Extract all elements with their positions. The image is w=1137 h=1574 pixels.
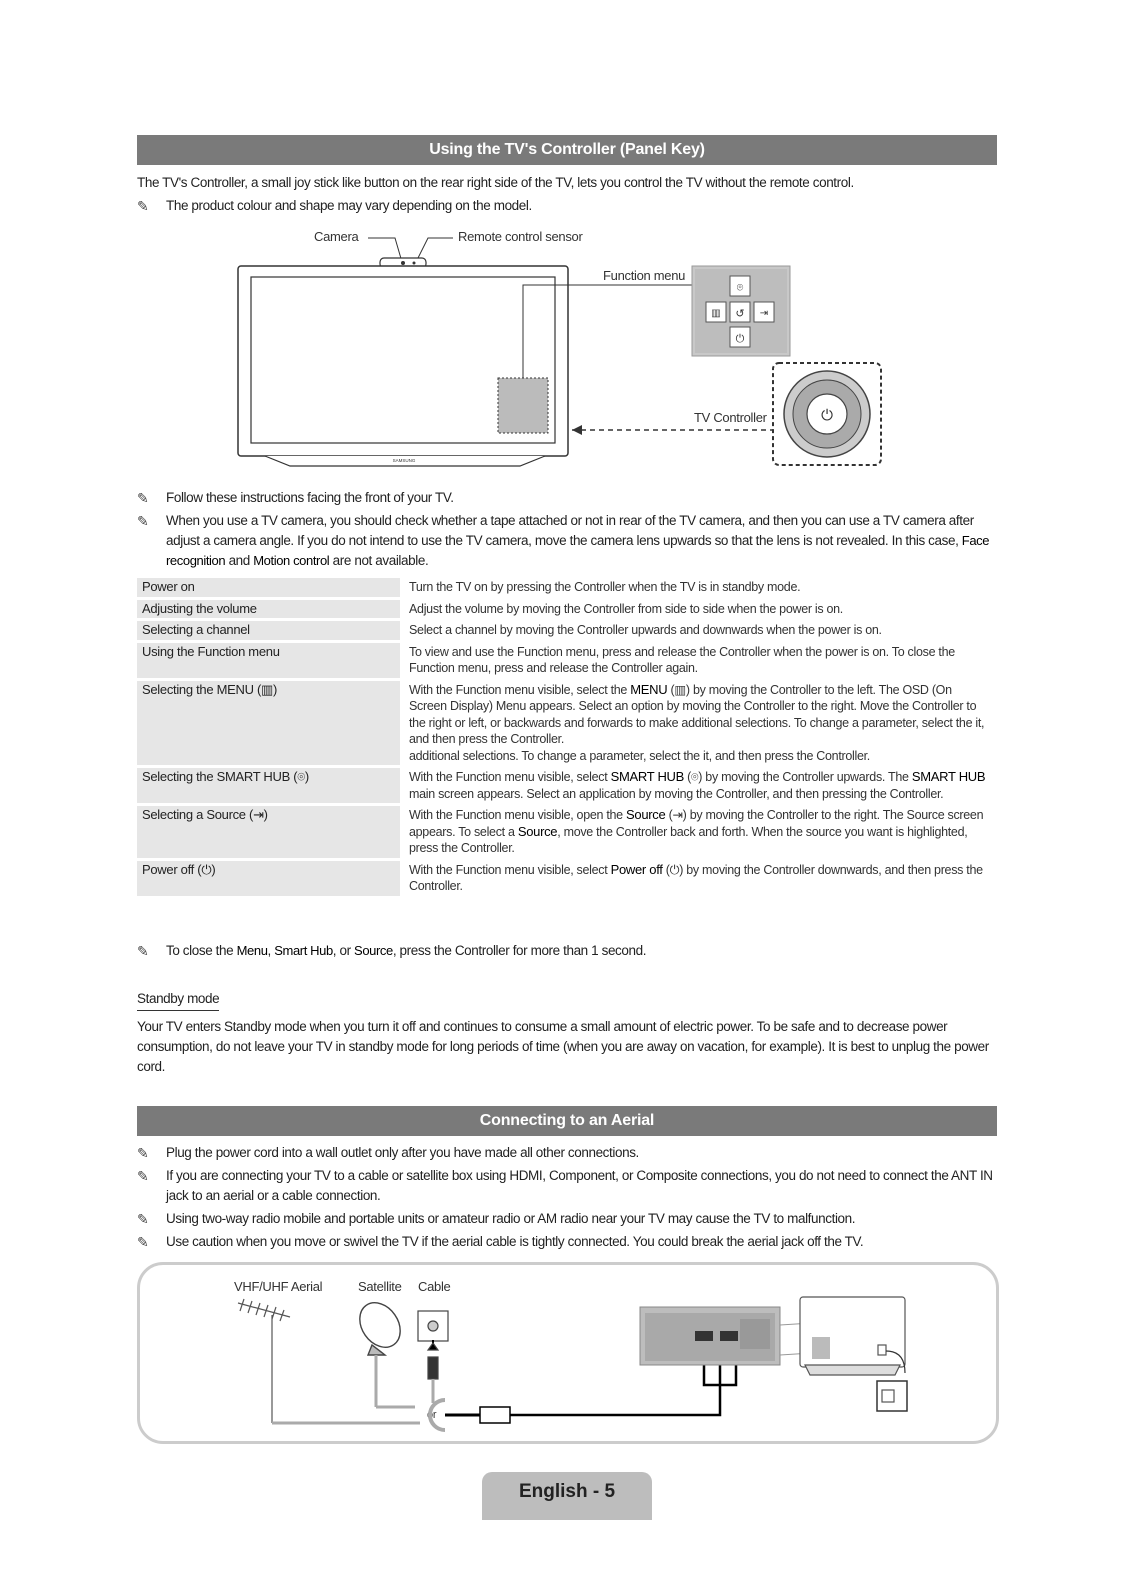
table-row: Selecting the SMART HUB (⌾) With the Function menu visible, select SMART HUB (⌾) by moving the Controller upwards. The SMART HUB main screen appears. Select an application by moving the Controller, and then pressing the Controller.: [137, 768, 997, 803]
smart-hub-icon: ⌾: [691, 770, 699, 784]
table-row: Selecting the MENU (▥) With the Function menu visible, select the MENU (▥) by moving the Controller to the left. The OSD (On Screen Display) Menu appears. Select an option by moving the Controller to the right. Move the Controller to the right or left, or backwards and forwards to make additional selections. To change a parameter, select the it, and then press the Controller. additional selections. To change a parameter, select the it, and then press the Controller.: [137, 681, 997, 766]
controller-power-icon: ⏻: [821, 407, 833, 424]
remote-sensor-label: Remote control sensor: [458, 229, 583, 244]
pencil-note-icon: ✎: [137, 1234, 149, 1250]
or-label: or: [427, 1409, 437, 1421]
page-number: English - 5: [482, 1472, 652, 1520]
menu-icon: ▥: [261, 681, 273, 697]
svg-text:⌾: ⌾: [736, 282, 744, 294]
standby-heading: Standby mode: [137, 989, 219, 1011]
table-row: Adjusting the volume Adjust the volume by moving the Controller from side to side when the power is on.: [137, 600, 997, 619]
note-close-menu: ✎ To close the Menu, Smart Hub, or Source, press the Controller for more than 1 second.: [137, 943, 647, 959]
note-power-cord: ✎ Plug the power cord into a wall outlet only after you have made all other connections.: [137, 1145, 639, 1161]
table-row: Selecting a channel Select a channel by moving the Controller upwards and downwards when the power is on.: [137, 621, 997, 640]
note-camera-tape: ✎ When you use a TV camera, you should check whether a tape attached or not in rear of the TV camera, and then you can use a TV camera after adjust a camera angle. If you do not intend to use the TV camera, move the camera lens upwards so that the lens is not revealed. In this case, Face recognition and Motion control are not available.: [137, 513, 990, 568]
pencil-note-icon: ✎: [137, 490, 149, 506]
section-header-panel-key: Using the TV's Controller (Panel Key): [137, 135, 997, 165]
controller-functions-table: [137, 575, 997, 899]
pencil-note-icon: ✎: [137, 1145, 149, 1161]
note-cable-box: ✎ If you are connecting your TV to a cable or satellite box using HDMI, Component, or Composite connections, you do not need to connect the ANT IN jack to an aerial or a cable connection.: [137, 1168, 993, 1203]
note-radio: ✎ Using two-way radio mobile and portable units or amateur radio or AM radio near your TV may cause the TV to malfunction.: [137, 1211, 856, 1227]
cable-outlet-icon: [418, 1311, 448, 1379]
satellite-label: Satellite: [358, 1279, 402, 1294]
table-row: Selecting a Source (⇥) With the Function menu visible, open the Source (⇥) by moving the Controller to the right. The Source screen appears. To select a Source, move the Controller back and forth. When the source you want is highlighted, press the Controller.: [137, 806, 997, 858]
note-facing-front: ✎ Follow these instructions facing the front of your TV.: [137, 490, 454, 506]
intro-text: The TV's Controller, a small joy stick like button on the rear right side of the TV, lets you control the TV without the remote control.: [137, 175, 854, 190]
function-menu-label: Function menu: [603, 268, 686, 283]
aerial-label: VHF/UHF Aerial: [234, 1279, 323, 1294]
standby-body: Your TV enters Standby mode when you turn it off and continues to consume a small amount of electric power. To be safe and to decrease power consumption, do not leave your TV in standby mode for long periods of time (when you are away on vacation, for example). It is best to unplug the power cord.: [137, 1019, 989, 1074]
table-row: Power off (⏻) With the Function menu visible, select Power off (⏻) by moving the Controller downwards, and then press the Controller.: [137, 861, 997, 896]
smart-hub-icon: ⌾: [297, 769, 305, 784]
tv-rear-view-icon: [800, 1297, 907, 1411]
source-icon: ⇥: [253, 807, 264, 822]
source-icon: ⇥: [672, 808, 683, 822]
camera-label: Camera: [314, 229, 359, 244]
cable-label: Cable: [418, 1279, 451, 1294]
satellite-dish-icon: [351, 1295, 408, 1407]
svg-text:SAMSUNG: SAMSUNG: [392, 458, 416, 463]
svg-text:⏻: ⏻: [735, 333, 745, 345]
table-row: Power on Turn the TV on by pressing the Controller when the TV is in standby mode.: [137, 578, 997, 597]
pencil-note-icon: ✎: [137, 198, 149, 214]
svg-text:▥: ▥: [711, 308, 721, 319]
menu-icon: ▥: [674, 682, 686, 697]
pencil-note-icon: ✎: [137, 1168, 149, 1184]
svg-text:↺: ↺: [735, 308, 745, 320]
pencil-note-icon: ✎: [137, 1211, 149, 1227]
tv-controller-label: TV Controller: [694, 410, 767, 425]
note-caution-swivel: ✎ Use caution when you move or swivel the TV if the aerial cable is tightly connected. You could break the aerial jack off the TV.: [137, 1234, 864, 1250]
section-header-aerial: Connecting to an Aerial: [137, 1106, 997, 1136]
pencil-note-icon: ✎: [137, 943, 149, 959]
power-icon: ⏻: [201, 861, 212, 877]
table-row: Using the Function menu To view and use the Function menu, press and release the Controller when the power is on. To close the Function menu, press and release the Controller again.: [137, 643, 997, 678]
coax-connector-icon: [480, 1407, 510, 1423]
power-icon: ⏻: [669, 862, 680, 877]
svg-text:⇥: ⇥: [759, 308, 769, 319]
note-product-colour: ✎ The product colour and shape may vary depending on the model.: [137, 198, 532, 214]
pencil-note-icon: ✎: [137, 513, 149, 529]
tv-rear-panel-icon: [640, 1307, 812, 1365]
aerial-antenna-icon: [238, 1299, 290, 1423]
tv-controller-diagram: [230, 230, 900, 475]
